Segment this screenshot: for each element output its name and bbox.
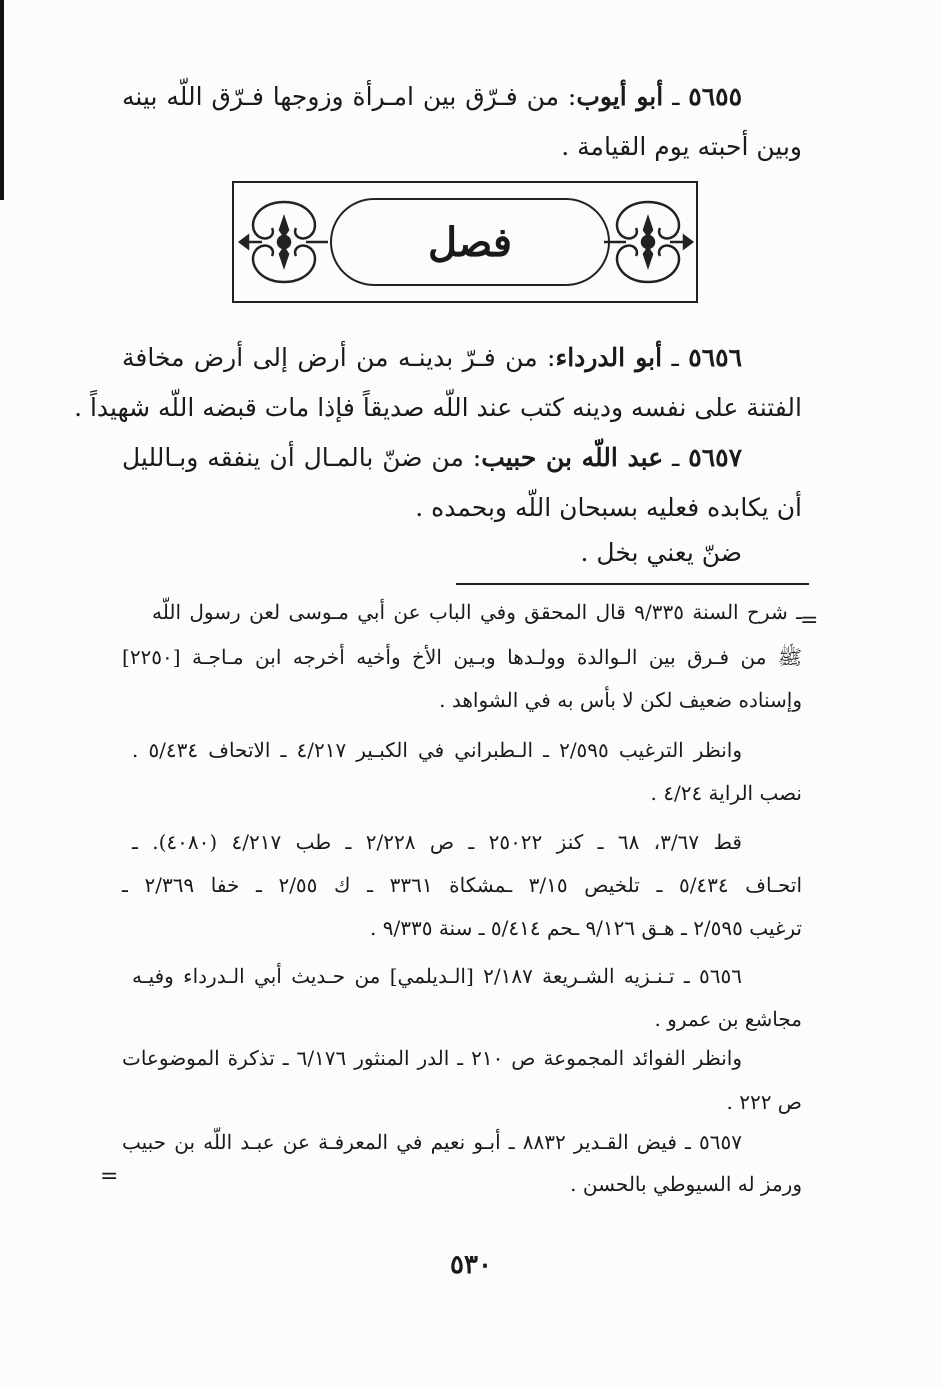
- footnote-line: ﷺ من فـرق بين الـوالدة وولـدها وبـين الأخ وأخيه أخرجه ابن مـاجـة [٢٢٥٠]: [122, 645, 802, 669]
- footnote-line: وإسناده ضعيف لكن لا بأس به في الشواهد .: [439, 688, 802, 712]
- page-edge: [0, 0, 4, 200]
- footnote-rule: [456, 583, 809, 585]
- entry-text: من ضنّ بالمـال أن ينفقه وبـالليل: [122, 443, 464, 472]
- right-ornament-icon: [600, 196, 696, 288]
- entry-name: أبو الدرداء: [555, 343, 663, 372]
- footnote-line: مجاشع بن عمرو .: [654, 1007, 802, 1031]
- footnote-line: ـ شرح السنة ٩/٣٣٥ قال المحقق وفي الباب عن أبي مـوسى لعن رسول اللّه: [152, 600, 802, 624]
- footnote-line: ترغيب ٢/٥٩٥ ـ هـق ٩/١٢٦ ـحم ٥/٤١٤ ـ سنة ٩/٣٣٥ .: [370, 916, 802, 940]
- continuation-mark-bottom: =: [100, 1164, 119, 1189]
- entry-number: ٥٦٥٦: [688, 343, 743, 372]
- entry-5655-line2: وبين أحبته يوم القيامة .: [561, 132, 802, 161]
- entry-name: أبو أيوب: [576, 82, 664, 111]
- entry-number: ٥٦٥٥: [688, 82, 742, 111]
- footnote-line: اتحـاف ٥/٤٣٤ ـ تلخيص ٣/١٥ ـمشكاة ٣٣٦١ ـ ك ٢/٥٥ ـ خفا ٢/٣٦٩ ـ: [122, 873, 802, 897]
- entry-5657-line3: ضنّ يعني بخل .: [580, 538, 742, 567]
- footnote-line: ٥٦٥٦ ـ تـنـزيه الشـريعة ٢/١٨٧ [الـديلمي] من حـديث أبي الـدرداء وفيـه: [132, 964, 742, 988]
- section-heading: فصل: [427, 218, 513, 266]
- footnote-line: وانظر الترغيب ٢/٥٩٥ ـ الـطبراني في الكبـير ٤/٢١٧ ـ الاتحاف ٥/٤٣٤ .: [132, 738, 743, 762]
- entry-5656-line2: الفتنة على نفسه ودينه كتب عند اللّه صديقاً فإذا مات قبضه اللّه شهيداً .: [74, 393, 802, 422]
- entry-5657-line2: أن يكابده فعليه بسبحان اللّه وبحمده .: [415, 493, 802, 522]
- entry-number: ٥٦٥٧: [688, 443, 743, 472]
- footnote-line: وانظر الفوائد المجموعة ص ٢١٠ ـ الدر المنثور ٦/١٧٦ ـ تذكرة الموضوعات: [122, 1046, 743, 1070]
- footnote-line: قط ٣/٦٧، ٦٨ ـ كنز ٢٥٠٢٢ ـ ص ٢/٢٢٨ ـ طب ٤/٢١٧ (٤٠٨٠). ـ: [132, 830, 742, 854]
- entry-5655-line1: ٥٦٥٥ ـ أبو أيوب: من فـرّق بين امـرأة وزوجها فـرّق اللّه بينه: [122, 82, 742, 111]
- entry-5656-line1: ٥٦٥٦ ـ أبو الدرداء: من فـرّ بدينـه من أرض إلى أرض مخافة: [122, 343, 743, 372]
- continuation-mark-top: =: [800, 608, 819, 633]
- footnote-line: ورمز له السيوطي بالحسن .: [570, 1172, 802, 1196]
- footnote-line: ص ٢٢٢ .: [726, 1090, 802, 1114]
- entry-text: من فـرّ بدينـه من أرض إلى أرض مخافة: [122, 343, 538, 372]
- entry-text: من فـرّق بين امـرأة وزوجها فـرّق اللّه بينه: [122, 82, 560, 111]
- footnote-line: نصب الراية ٤/٢٤ .: [650, 781, 802, 805]
- page-number: ٥٣٠: [450, 1250, 492, 1280]
- left-ornament-icon: [236, 196, 332, 288]
- footnote-line: ٥٦٥٧ ـ فيض القـدير ٨٨٣٢ ـ أبـو نعيم في المعرفـة عن عبـد اللّه بن حبيب: [122, 1130, 742, 1154]
- entry-5657-line1: ٥٦٥٧ ـ عبد اللّه بن حبيب: من ضنّ بالمـال أن ينفقه وبـالليل: [122, 443, 743, 472]
- entry-name: عبد اللّه بن حبيب: [481, 443, 664, 472]
